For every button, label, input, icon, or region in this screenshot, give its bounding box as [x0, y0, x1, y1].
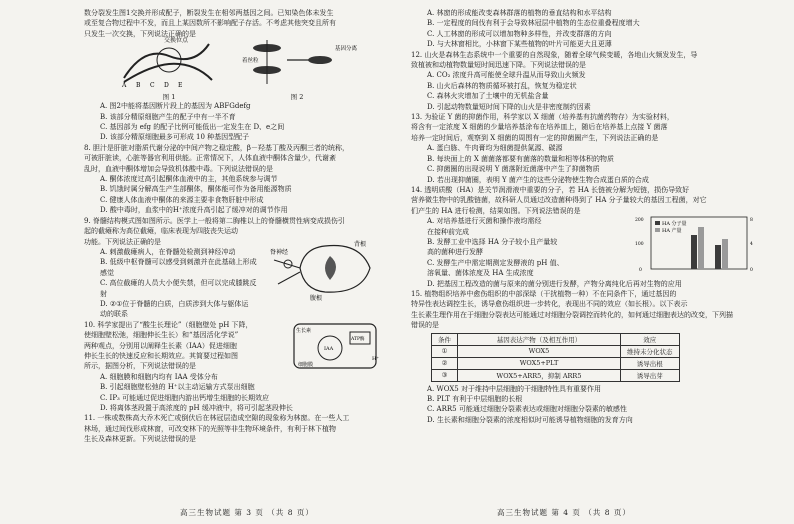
option-c: C. 抑菌圈的出现说明 Y 菌落附近菌落中产生了抑菌物质 — [427, 165, 600, 174]
table-cell: ② — [432, 357, 458, 369]
separation-label: 基因分离 — [335, 46, 358, 53]
option-b: B. 发酵工业中选择 HA 分子较小且产量较 — [427, 237, 558, 246]
right-page — [397, 0, 794, 524]
table-cell: WOX5 — [458, 345, 621, 357]
stem-line: 14. 透明质酸（HA）是关节润滑液中重要的分子，若 HA 长链被分解为短链，损伤导致好 — [411, 185, 690, 194]
stem-line: 功能。下列说法正确的是 — [84, 237, 161, 246]
stem-line: 将含有一定浓度 X 细菌的少量培养基涂布在培养皿上，随后在培养基上点接 Y 菌落 — [411, 123, 668, 132]
y-right-tick: 4 — [750, 241, 753, 247]
stem-line: 或至复合物过程中不发，而且上某因数所不影响配子存活。不考虑其他突变且所有 — [84, 19, 336, 28]
crossover-label: 交换位点 — [164, 37, 189, 45]
option-d: D. 该部分精原细胞最多可形成 10 种基因型配子 — [100, 133, 250, 142]
table-cell: 维持未分化状态 — [621, 345, 680, 357]
option-a-cont: 在接种前完成 — [427, 227, 469, 236]
bar-yield-1 — [698, 227, 704, 269]
table-header-cell: 条件 — [432, 333, 458, 345]
stem-line: 致植被和动植物数量短时间迅速下降。下列说法错误的是 — [411, 61, 586, 70]
stem-line: 12. 山火是森林生态系统中一个重要的自然现象，随着全球气候变暖，各地山火频发发生，导 — [411, 50, 698, 59]
figures-row — [84, 39, 389, 101]
dorsal-root-label: 背根 — [354, 240, 367, 248]
legend-ha-yield: HA 产量 — [662, 227, 682, 234]
gene-label-c: C — [150, 82, 155, 90]
stem-line: 伸长生长的快速反应和长期效应。其简要过程如图 — [84, 351, 238, 360]
gene-expression-table — [431, 333, 680, 382]
stem-line: 起的截瘫称为高位截瘫，临床表现为四肢丧失运动 — [84, 227, 238, 236]
option-d: D. 引起动物数量短时间下降的山火是非密度制约因素 — [427, 102, 591, 111]
stem-line: 可被肝脏读，心脏等器官利用供能。正常情况下，人体血液中酮体含量少，代谢紊 — [84, 154, 336, 163]
bar-mw-1 — [691, 235, 697, 269]
stem-line: 乱时，血液中酮体增加会导致机体酸中毒。下列说法错误的是 — [84, 164, 273, 173]
question-11 — [84, 413, 389, 444]
option-b-cont: 感觉 — [100, 268, 114, 277]
stem-line: 13. 为验证 Y 菌的抑菌作用，科学家以 X 细菌（培养基有抗菌药物存）为实验材料， — [411, 113, 674, 122]
option-b-cont: 高的菌种进行发酵 — [427, 248, 483, 257]
option-a: A. CO₂ 浓度升高可能使全球升温从而导致山火频发 — [427, 71, 586, 80]
stem-line: 所示，据图分析，下列说法错误的是 — [84, 362, 196, 371]
option-b: B. 该部分精原细胞产生的配子中有一半不育 — [100, 112, 236, 121]
option-c: C. 人工林窗的形成可以增加物种多样性，并改变群落的方向 — [427, 29, 612, 38]
bar-mw-2 — [715, 245, 721, 269]
table-row — [432, 369, 680, 381]
y-right-tick: 8 — [750, 217, 753, 223]
question-11-options — [411, 8, 774, 50]
option-b: B. 引起细胞壁松弛的 H⁺以主动运输方式泵出细胞 — [100, 383, 255, 392]
stem-line: 特异性表达调控生长，诱导愈伤组织进一步转化，表现出不同的效应（如长根）。以下表示 — [411, 300, 688, 309]
option-b: B. 每块面上的 X 菌菌落都要有菌落的数量和相等体积的物质 — [427, 154, 615, 163]
stem-line: 营养微生物中的乳酸链菌，故科研人员通过改造菌种得到了 HA 分子量较大的基因工程菌，对它 — [411, 196, 707, 205]
option-a: A. 蛋白胨、牛肉膏均为细菌提供氮源、碳源 — [427, 144, 563, 153]
option-a: A. 对培养基进行灭菌和操作液均需经 — [427, 217, 542, 226]
option-a: A. 林窗的形成能改变森林群落的植物的垂直结构和水平结构 — [427, 9, 612, 17]
table-cell: WOX5+ARR5，抑制 ARR5 — [458, 369, 621, 381]
gene-label-b: B — [136, 82, 141, 90]
question-7-stem — [84, 8, 389, 39]
stem-line: 8. 胆汁是肝脏对脂质代谢分泌的中间产物之稳定酸，β－羟基丁酸及丙酮三者的统称， — [84, 143, 349, 152]
table-row — [432, 345, 680, 357]
option-b: B. 山火后森林的物质循环被打乱，恢复为稳定状 — [427, 81, 577, 90]
option-b: B. PLT 有利于中层细胞的长根 — [427, 395, 523, 403]
option-d-cont: 动的联系 — [100, 310, 128, 319]
legend-ha-mw: HA 分子量 — [662, 220, 687, 227]
table-header-row — [432, 333, 680, 345]
y-left-tick: 200 — [635, 217, 644, 223]
proton-label: H⁺ — [372, 355, 379, 362]
option-d: D. ②①位于脊髓的白质，白质涉到大体与躯体运 — [100, 299, 249, 308]
question-7-options — [84, 101, 389, 143]
stem-line: 生长素生理作用在于细胞分裂表达可能通过对细胞分裂调控而转化的，如何通过细胞表达的改变，下列描 — [411, 310, 733, 319]
table-cell: ① — [432, 345, 458, 357]
gene-label-d: D — [164, 82, 169, 90]
stem-line: 们产生的 HA 进行检测，结果如图。下列说法错误的是 — [411, 206, 581, 215]
bar-yield-2 — [722, 239, 728, 269]
question-15 — [411, 289, 774, 425]
question-12 — [411, 50, 774, 112]
table-row — [432, 357, 680, 369]
page-footer-right: 高三生物试题 第 4 页 （共 8 页） — [497, 508, 631, 517]
ventral-root-label: 腹根 — [310, 294, 323, 302]
atpase-label: ATP酶 — [351, 336, 365, 342]
y-left-tick: 100 — [635, 241, 644, 247]
option-d: D. 将离体茎段置于高浓度的 pH 缓冲液中，将可引起茎段伸长 — [100, 404, 293, 412]
figure-2-caption: 图 2 — [290, 93, 304, 102]
iaa-label: IAA — [324, 345, 334, 352]
option-b: B. 低级中枢脊髓可以感受到刺激并在此基础上形成 — [100, 258, 257, 267]
y-left-tick: 0 — [639, 267, 642, 273]
table-cell: 诱导出根 — [621, 357, 680, 369]
option-d: D. 若出现抑菌圈，表明 Y 菌产生的这些分泌物使生物合成蛋白质的合成 — [427, 175, 649, 184]
auxin-mechanism-diagram — [284, 320, 384, 372]
option-c: C. IP₃ 可能通过促进细胞内游出钙增生细胞的长期效应 — [100, 393, 270, 402]
option-a: A. WOX5 对于维持中层细胞的干细胞特性具有重要作用 — [427, 384, 601, 393]
stem-line: 使细胞壁松弛，细胞伸长生长）和“基因活化学说” — [84, 331, 239, 340]
question-14 — [411, 185, 774, 289]
page-footer-left: 高三生物试题 第 3 页 （共 8 页） — [180, 508, 314, 517]
option-c: C. 高位截瘫的人员大小便失禁，但可以完成膝跳反射 — [100, 279, 257, 298]
option-a: A. 酮体浓度过高引起酮体血液中的主，其他系统参与调节 — [100, 175, 278, 184]
y-right-tick: 0 — [750, 267, 753, 273]
option-a: A. 细胞膜和细胞内均有 IAA 受体分布 — [100, 372, 218, 381]
option-d: D. 生长素和细胞分裂素的浓度相似时可能诱导植物细胞的发育方向 — [427, 415, 633, 424]
option-c: C. 发酵生产中需定期测定发酵液的 pH 值、 — [427, 258, 564, 267]
stem-line: 数分裂发生图1交换并形成配子，断裂发生在相邻两基因之间。已知染色体未发生 — [84, 9, 334, 17]
stem-line: 10. 科学家提出了“酸生长理论”（细胞壁处 pH 下降， — [84, 320, 253, 329]
figure-1 — [114, 36, 224, 101]
option-c-cont: 溶氧量、菌体浓度及 HA 生成浓度 — [427, 269, 534, 278]
stem-line: 15. 植物组织培养中愈伤组织的中部深绿（干扰植物一种）不在同条件下，通过基因的 — [411, 289, 677, 298]
option-d: D. 酸中毒时，血浆中的H⁺浓度升高引起了缓冲对的调节作用 — [100, 206, 288, 215]
question-8 — [84, 143, 389, 216]
spinal-nerve-label: 脊神经 — [270, 248, 289, 256]
question-9 — [84, 216, 389, 320]
option-c: C. 森林火灾增加了土壤中的无机盐含量 — [427, 92, 549, 101]
chromosome-crossover-diagram — [114, 36, 224, 88]
stem-line: 生长及森林更新。下列说法错误的是 — [84, 435, 196, 444]
option-b: B. 饥饿时属分解高生产生部酮体，酮体能可作为备用能源物质 — [100, 185, 292, 194]
question-10 — [84, 320, 389, 414]
table-cell: 诱导出芽 — [621, 369, 680, 381]
membrane-label: 细胞膜 — [298, 361, 314, 368]
stem-line: 错误的是 — [411, 321, 439, 330]
table-cell: ③ — [432, 369, 458, 381]
gene-label-a: A — [122, 82, 127, 90]
option-d: D. 把基因工程改造的菌与原来的菌分别进行发酵，产物分离纯化后再对生物的应用 — [427, 279, 682, 288]
stem-line: 培养一定时间后，观察到 X 细菌的周围有一定的抑菌圈产生，下列说法正确的是 — [411, 133, 659, 142]
ha-bar-chart — [633, 215, 763, 279]
centromere-label: 着丝粒 — [242, 58, 259, 65]
question-13 — [411, 112, 774, 185]
stem-line: 林场，通过间伐形成林窗，可改变林下的光照等非生物环境条件，有利于林下植物 — [84, 424, 336, 433]
option-b: B. 一定程度的间伐有利于会导致林冠层中植物的生态位重叠程度增大 — [427, 19, 640, 28]
spinal-cord-diagram — [270, 238, 390, 300]
stem-line: 11. 一株或数株高大乔木死亡或倒伏后在林冠层造成空隙的现象称为林窗。在一些人工 — [84, 414, 350, 423]
option-c: C. 基因部为 efg 的配子比例可能低出一定发生在 D、e之间 — [100, 123, 285, 132]
table-header-cell: 效应 — [621, 333, 680, 345]
gene-label-e: E — [178, 82, 183, 90]
chromosome-separation-diagram — [242, 36, 358, 88]
figure-1-caption: 图 1 — [162, 93, 176, 102]
option-c: C. ARR5 可能通过细胞分裂素表达或细胞对细胞分裂素的敏感性 — [427, 405, 627, 414]
table-cell: WOX5+PLT — [458, 357, 621, 369]
stem-line: 9. 脊髓结构模式图如图所示。医学上一般将第二胸椎以上的脊髓横贯性病变成损伤引 — [84, 216, 345, 225]
stem-line: 两种观点，分别用以阐释生长素（IAA）促进细胞 — [84, 341, 237, 350]
auxin-label: 生长素 — [296, 327, 312, 334]
stem-line: 只发生一次交换，下列说法正确的是 — [84, 29, 196, 38]
option-a: A. 图2中能将基因断片段上的基因为 ABFGdefg — [100, 102, 251, 111]
figure-2 — [242, 36, 358, 102]
option-d: D. 与大林窗相比，小林窗下某些植物的叶片可能更大且更薄 — [427, 40, 612, 49]
option-a: A. 刺激截瘫病人，在脊髓处检测到神经冲动 — [100, 247, 236, 256]
option-c: C. 健康人体血液中酮体的来源主要非食物肝脏中形成 — [100, 195, 264, 204]
table-header-cell: 基因表达产物（及相互作用） — [458, 333, 621, 345]
